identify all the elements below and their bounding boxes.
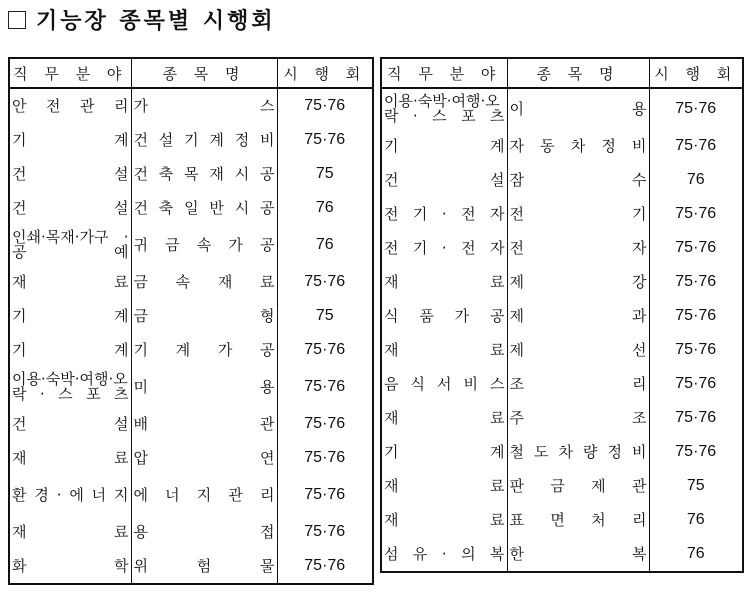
table-row [381,537,743,572]
item-name-cell: 금 형 [131,299,277,333]
job-field-cell: 재 료 [9,441,131,475]
exam-rounds-cell: 75·76 [649,231,743,265]
exam-rounds-cell: 75 [649,469,743,503]
job-field-cell: 이용·숙박·여행·오 락 · 스 포 츠 [9,367,131,407]
job-field-cell: 전 기 · 전 자 [381,231,507,265]
header-item: 종 목 명 [507,58,649,88]
item-name-cell: 위 험 물 [131,549,277,584]
item-name-cell: 가 스 [131,88,277,123]
exam-rounds-cell: 75·76 [277,367,373,407]
table-row [9,515,373,549]
job-field-cell: 건 설 [9,157,131,191]
item-name-cell: 이 용 [507,88,649,129]
exam-rounds-cell: 75·76 [649,333,743,367]
table-row [9,191,373,225]
exam-rounds-table-right [380,57,744,573]
job-field-cell: 재 료 [381,265,507,299]
job-field-cell: 기 계 [381,435,507,469]
item-name-cell: 자 동 차 정 비 [507,129,649,163]
table-row [381,333,743,367]
job-field-cell: 음 식 서 비 스 [381,367,507,401]
job-field-cell: 기 계 [381,129,507,163]
item-name-cell: 건 축 일 반 시 공 [131,191,277,225]
exam-rounds-cell: 75·76 [277,441,373,475]
item-name-cell: 제 강 [507,265,649,299]
table-row [9,299,373,333]
table-row [381,435,743,469]
exam-rounds-table-left [8,57,374,585]
job-field-cell: 재 료 [381,503,507,537]
exam-rounds-cell: 76 [649,503,743,537]
item-name-cell: 제 선 [507,333,649,367]
exam-rounds-cell: 76 [277,225,373,265]
table-row [381,163,743,197]
exam-rounds-cell: 75 [277,157,373,191]
item-name-cell: 잠 수 [507,163,649,197]
item-name-cell: 제 과 [507,299,649,333]
table-row [381,231,743,265]
header-rounds: 시 행 회 [649,58,743,88]
job-field-cell: 이용·숙박·여행·오 락 · 스 포 츠 [381,88,507,129]
page-title-text: 기능장 종목별 시행회 [36,9,276,34]
exam-rounds-cell: 75·76 [649,299,743,333]
table-header-row [9,58,373,88]
item-name-cell: 귀 금 속 가 공 [131,225,277,265]
exam-rounds-cell: 75·76 [277,265,373,299]
job-field-cell: 기 계 [9,333,131,367]
item-name-cell: 한 복 [507,537,649,572]
job-field-cell: 전 기 · 전 자 [381,197,507,231]
exam-rounds-cell: 75·76 [277,549,373,584]
exam-rounds-cell: 75·76 [649,401,743,435]
exam-rounds-cell: 76 [649,163,743,197]
exam-rounds-cell: 75·76 [277,475,373,515]
exam-rounds-cell: 75·76 [649,197,743,231]
header-field: 직 무 분 야 [9,58,131,88]
job-field-cell: 재 료 [9,515,131,549]
job-field-cell: 화 학 [9,549,131,584]
exam-rounds-cell: 76 [277,191,373,225]
item-name-cell: 조 리 [507,367,649,401]
job-field-cell: 인쇄·목재·가구 · 공 예 [9,225,131,265]
exam-rounds-cell: 75·76 [649,435,743,469]
item-name-cell: 기 계 가 공 [131,333,277,367]
exam-rounds-cell: 75·76 [649,129,743,163]
header-field: 직 무 분 야 [381,58,507,88]
table-row [9,367,373,407]
item-name-cell: 판 금 제 관 [507,469,649,503]
table-row [9,88,373,123]
item-name-cell: 전 자 [507,231,649,265]
table-row [9,549,373,584]
job-field-cell: 섬 유 · 의 복 [381,537,507,572]
header-rounds: 시 행 회 [277,58,373,88]
item-name-cell: 전 기 [507,197,649,231]
table-row [9,157,373,191]
table-row [381,367,743,401]
table-row [381,88,743,129]
exam-rounds-cell: 75·76 [277,123,373,157]
table-row [381,469,743,503]
job-field-cell: 기 계 [9,299,131,333]
table-row [9,225,373,265]
job-field-cell: 건 설 [381,163,507,197]
exam-rounds-cell: 75·76 [649,88,743,129]
job-field-cell: 환 경 · 에 너 지 [9,475,131,515]
job-field-cell: 기 계 [9,123,131,157]
item-name-cell: 철 도 차 량 정 비 [507,435,649,469]
exam-rounds-cell: 75·76 [649,265,743,299]
job-field-cell: 재 료 [381,333,507,367]
job-field-cell: 식 품 가 공 [381,299,507,333]
table-row [9,265,373,299]
job-field-cell: 재 료 [9,265,131,299]
table-row [381,197,743,231]
item-name-cell: 에 너 지 관 리 [131,475,277,515]
square-bullet-icon [8,11,26,29]
item-name-cell: 압 연 [131,441,277,475]
job-field-cell: 재 료 [381,469,507,503]
exam-rounds-cell: 75·76 [277,515,373,549]
exam-rounds-cell: 75·76 [277,333,373,367]
job-field-cell: 건 설 [9,407,131,441]
table-row [9,123,373,157]
table-row [381,401,743,435]
table-row [381,503,743,537]
exam-rounds-cell: 75 [277,299,373,333]
table-row [381,129,743,163]
table-row [9,475,373,515]
job-field-cell: 안 전 관 리 [9,88,131,123]
exam-rounds-cell: 75·76 [649,367,743,401]
item-name-cell: 용 접 [131,515,277,549]
table-header-row [381,58,743,88]
item-name-cell: 금 속 재 료 [131,265,277,299]
item-name-cell: 배 관 [131,407,277,441]
table-row [381,299,743,333]
page-title [8,4,276,35]
item-name-cell: 표 면 처 리 [507,503,649,537]
table-row [9,333,373,367]
exam-rounds-cell: 76 [649,537,743,572]
item-name-cell: 미 용 [131,367,277,407]
item-name-cell: 주 조 [507,401,649,435]
job-field-cell: 건 설 [9,191,131,225]
item-name-cell: 건 축 목 재 시 공 [131,157,277,191]
table-row [9,441,373,475]
header-item: 종 목 명 [131,58,277,88]
table-row [381,265,743,299]
exam-rounds-cell: 75·76 [277,88,373,123]
job-field-cell: 재 료 [381,401,507,435]
table-row [9,407,373,441]
exam-rounds-cell: 75·76 [277,407,373,441]
item-name-cell: 건 설 기 계 정 비 [131,123,277,157]
